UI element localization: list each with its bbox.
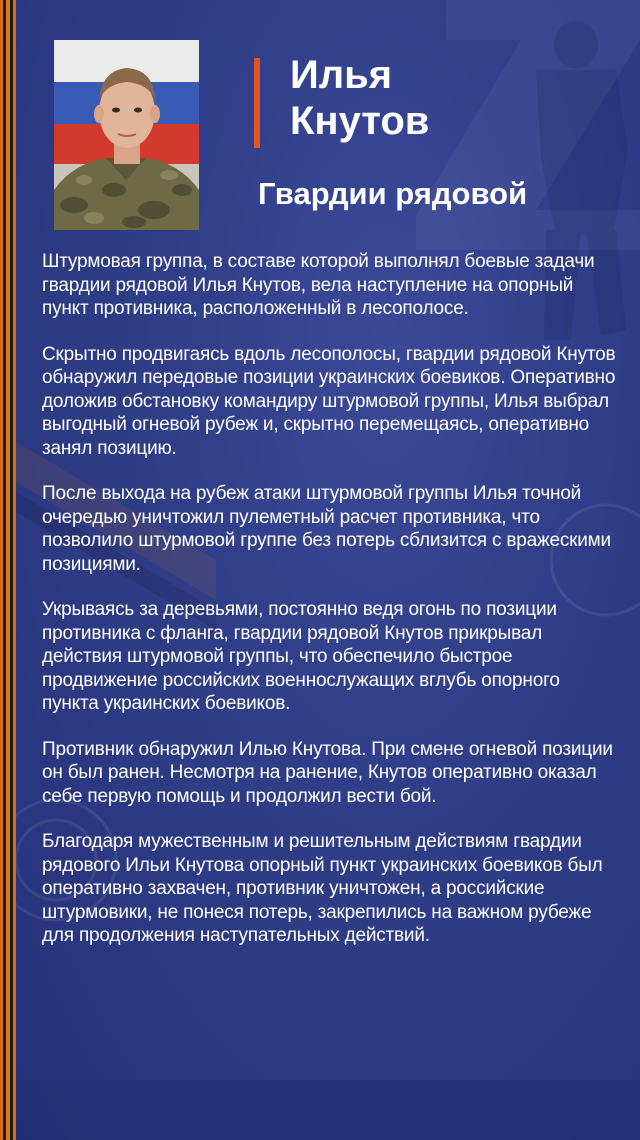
- story-paragraph-2: Скрытно продвигаясь вдоль лесополосы, гвардии рядовой Кнутов обнаружил передовые позиции украинских боевиков. Оперативно доложив обстановку командиру штурмовой группы, Илья выбрал выгодный огневой рубеж и, скрытно перемещаясь, оперативно занял позицию.: [42, 343, 616, 459]
- soldier-first-name: Илья: [290, 53, 393, 97]
- soldier-last-name: Кнутов: [290, 99, 430, 143]
- story-paragraph-6: Благодаря мужественным и решительным действиям гвардии рядового Ильи Кнутова опорный пункт украинских боевиков был оперативно захвачен, противник уничтожен, а российские штурмовики, не понеся потерь, закрепились на важном рубеже для продолжения наступательных действий.: [42, 831, 603, 946]
- soldier-portrait: [54, 40, 199, 230]
- story-text: [42, 250, 620, 970]
- story-paragraph-1: Штурмовая группа, в составе которой выполнял боевые задачи гвардии рядовой Илья Кнутов, вела наступление на опорный пункт противника, расположенный в лесополосе.: [42, 251, 595, 319]
- soldier-name: [290, 52, 429, 144]
- soldier-rank: Гвардии рядовой: [258, 176, 528, 211]
- story-paragraph-4: Укрываясь за деревьями, постоянно ведя огонь по позиции противника с фланга, гвардии рядовой Кнутов прикрывал действия штурмовой группы, что обеспечило быстрое продвижение российских военнослужащих вглубь опорного пункта украинских боевиков.: [42, 599, 560, 714]
- bottom-shade: [16, 1080, 640, 1140]
- story-paragraph-3: После выхода на рубеж атаки штурмовой группы Илья точной очередью уничтожил пулеметный расчет противника, что позволило штурмовой группе без потерь сблизится с вражескими позициями.: [42, 483, 611, 575]
- name-accent-bar: [254, 58, 260, 148]
- st-george-ribbon-border: [0, 0, 16, 1140]
- story-paragraph-5: Противник обнаружил Илью Кнутова. При смене огневой позиции он был ранен. Несмотря на ранение, Кнутов оперативно оказал себе первую помощь и продолжил вести бой.: [42, 738, 613, 807]
- portrait-image: [54, 40, 199, 230]
